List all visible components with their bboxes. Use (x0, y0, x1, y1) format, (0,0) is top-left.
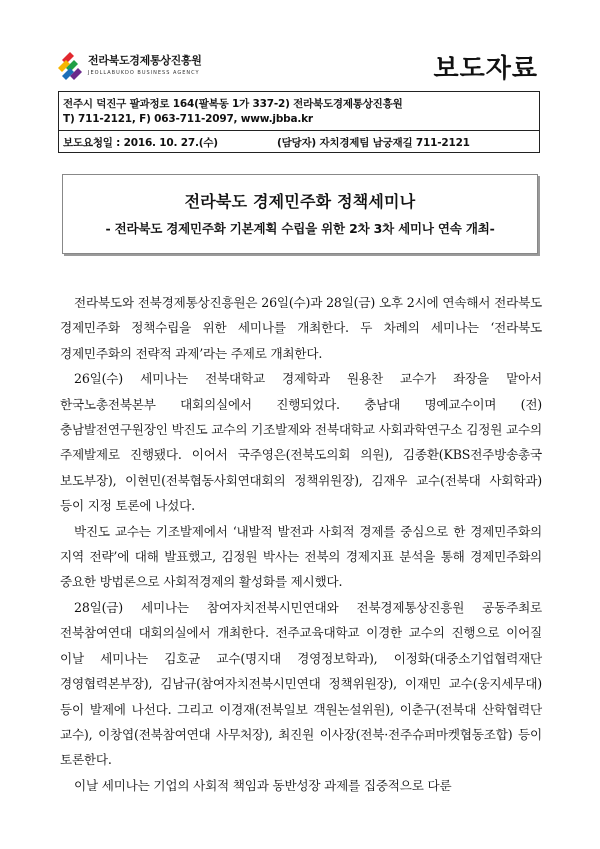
release-date: 보도요청일 : 2016. 10. 27.(수) (63, 137, 218, 149)
paragraph: 26일(수) 세미나는 전북대학교 경제학과 원용찬 교수가 좌장을 맡아서 한국노총전북본부 대회의실에서 진행되었다. 충남대 명예교수이며 (전)충남발전연구원장인 박진도 교수의 기조발제와 전북대학교 사회과학연구소 김정원 교수의 주제발제로 진행됐다. 이어서 국주영은(전북도의회 의원), 김종환(KBS전주방송총국 보도부장), 이현민(전북협동사회연대회의 정책위원장), 김재우 교수(전북대 사회학과) 등이 지정 토론에 나섰다. (60, 371, 542, 514)
paragraph: 박진도 교수는 기조발제에서 ‘내발적 발전과 사회적 경제를 중심으로 한 경제민주화의 지역 전략’에 대해 발표했고, 김정원 박사는 전북의 경제지표 분석을 통해 경제민주화의 중요한 방법론으로 사회적경제의 활성화를 제시했다. (60, 523, 542, 590)
main-title: 전라북도 경제민주화 정책세미나 (184, 192, 416, 211)
info-divider (59, 130, 539, 131)
title-box (62, 174, 538, 254)
address-line: 전주시 덕진구 팔과정로 164(팔복동 1가 337-2) 전라북도경제통상진흥원 (63, 98, 403, 110)
contact-info-box (58, 91, 540, 153)
paragraph: 이날 세미나는 기업의 사회적 책임과 동반성장 과제를 집중적으로 다룬 (74, 777, 452, 793)
doc-type-title: 보도자료 (433, 54, 538, 84)
phone-fax-web-line: T) 711-2121, F) 063-711-2097, www.jbba.kr (63, 113, 313, 125)
paragraph: 전라북도와 전북경제통상진흥원은 26일(수)과 28일(금) 오후 2시에 연속해서 전라북도 경제민주화 정책수립을 위한 세미나를 개최한다. 두 차례의 세미나는 ‘전라북도 경제민주화의 전략적 과제’라는 주제로 개최한다. (60, 295, 542, 361)
article-body (60, 290, 542, 798)
paragraph: 28일(금) 세미나는 참여자치전북시민연대와 전북경제통상진흥원 공동주최로 전북참여연대 대회의실에서 개최한다. 전주교육대학교 이경한 교수의 진행으로 이어질 이날 세미나는 김호균 교수(명지대 경영정보학과), 이정화(대중소기업협력재단 경영협력본부장), 김남규(참여자치전북시민연대 정책위원장), 이재민 교수(웅지세무대) 등이 발제에 나선다. 그리고 이경재(전북일보 객원논설위원), 이춘구(전북대 산학협력단 교수), 이창엽(전북참여연대 사무처장), 최진원 이사장(전북·전주슈퍼마켓협동조합) 등이 토론한다. (60, 599, 542, 768)
org-block (88, 52, 202, 76)
sub-title: - 전라북도 경제민주화 기본계획 수립을 위한 2차 3차 세미나 연속 개최- (105, 221, 495, 236)
org-name: 전라북도경제통상진흥원 (88, 54, 202, 67)
contact-person: (담당자) 자치경제팀 남궁재길 711-2121 (277, 137, 470, 149)
org-name-en: JEOLLABUKDO BUSINESS AGENCY (88, 70, 200, 76)
press-header (58, 48, 542, 88)
agency-logo-icon (58, 50, 84, 84)
